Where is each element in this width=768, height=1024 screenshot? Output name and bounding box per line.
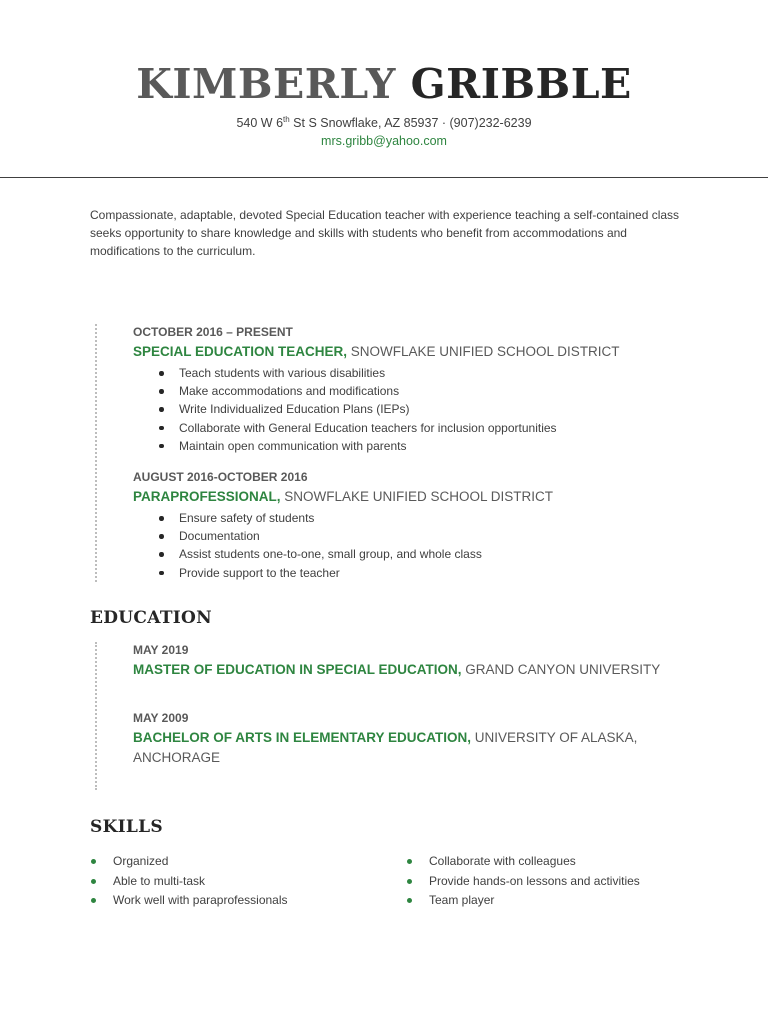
header-divider (0, 177, 768, 178)
duty-item: Ensure safety of students (179, 509, 620, 527)
degree-title: MASTER OF EDUCATION IN SPECIAL EDUCATION, (133, 662, 462, 677)
summary-paragraph: Compassionate, adaptable, devoted Special Education teacher with experience teaching a self-contained class seeks opportunity to share knowledge and skills with students who benefit from accommodations and modifications to the curriculum. (90, 208, 680, 258)
resume-header (0, 0, 768, 148)
duty-item: Collaborate with General Education teachers for inclusion opportunities (179, 419, 620, 437)
school-name: GRAND CANYON UNIVERSITY (461, 662, 661, 677)
job-title: SPECIAL EDUCATION TEACHER, (133, 344, 348, 359)
duty-item: Maintain open communication with parents (179, 437, 620, 455)
address-ordinal: th (283, 115, 290, 124)
job-employer: SNOWFLAKE UNIFIED SCHOOL DISTRICT (347, 344, 620, 359)
job-role (133, 342, 620, 362)
skill-item: Team player (406, 891, 640, 911)
contact-line (0, 115, 768, 130)
education-heading: EDUCATION (90, 608, 212, 628)
first-name: KIMBERLY (136, 60, 396, 108)
education-degree-line (133, 660, 660, 680)
education-date: MAY 2009 (133, 711, 189, 725)
job-entry (133, 324, 620, 455)
skills-heading: SKILLS (90, 817, 163, 837)
job-title: PARAPROFESSIONAL, (133, 489, 281, 505)
job-duties (133, 364, 620, 455)
skill-item: Provide hands-on lessons and activities (406, 872, 640, 892)
duty-item: Teach students with various disabilities (179, 364, 620, 382)
education-entry (133, 642, 660, 680)
last-name: GRIBBLE (410, 60, 632, 108)
job-entry (133, 469, 620, 582)
duty-item: Make accommodations and modifications (179, 382, 620, 400)
skill-item: Able to multi-task (90, 872, 288, 892)
candidate-name (0, 60, 768, 108)
job-employer: SNOWFLAKE UNIFIED SCHOOL DISTRICT (280, 489, 554, 505)
skills-list-left (90, 852, 288, 911)
job-duties (133, 509, 620, 582)
skill-item: Work well with paraprofessionals (90, 891, 288, 911)
degree-title: BACHELOR OF ARTS IN ELEMENTARY EDUCATION, (133, 730, 472, 745)
duty-item: Documentation (179, 527, 620, 545)
skill-item: Collaborate with colleagues (406, 852, 640, 872)
education-date: MAY 2019 (133, 643, 189, 657)
address-start: 540 W 6 (236, 116, 284, 131)
skills-list-right (406, 852, 640, 911)
job-role (133, 487, 620, 507)
email-link[interactable]: mrs.gribb@yahoo.com (321, 134, 447, 149)
address-rest: St S Snowflake, AZ 85937 · (907)232-6239 (289, 116, 532, 131)
duty-item: Write Individualized Education Plans (IEPs) (179, 400, 620, 418)
skill-item: Organized (90, 852, 288, 872)
education-entry (133, 710, 653, 768)
job-dates: AUGUST 2016-OCTOBER 2016 (133, 470, 308, 485)
education-degree-line (133, 728, 653, 768)
duty-item: Assist students one-to-one, small group, and whole class (179, 545, 620, 563)
job-dates: OCTOBER 2016 – PRESENT (133, 325, 293, 339)
school-name: UNIVERSITY OF ALASKA, ANCHORAGE (133, 730, 638, 765)
education-section (95, 642, 660, 790)
duty-item: Provide support to the teacher (179, 564, 620, 582)
experience-section (95, 324, 620, 582)
